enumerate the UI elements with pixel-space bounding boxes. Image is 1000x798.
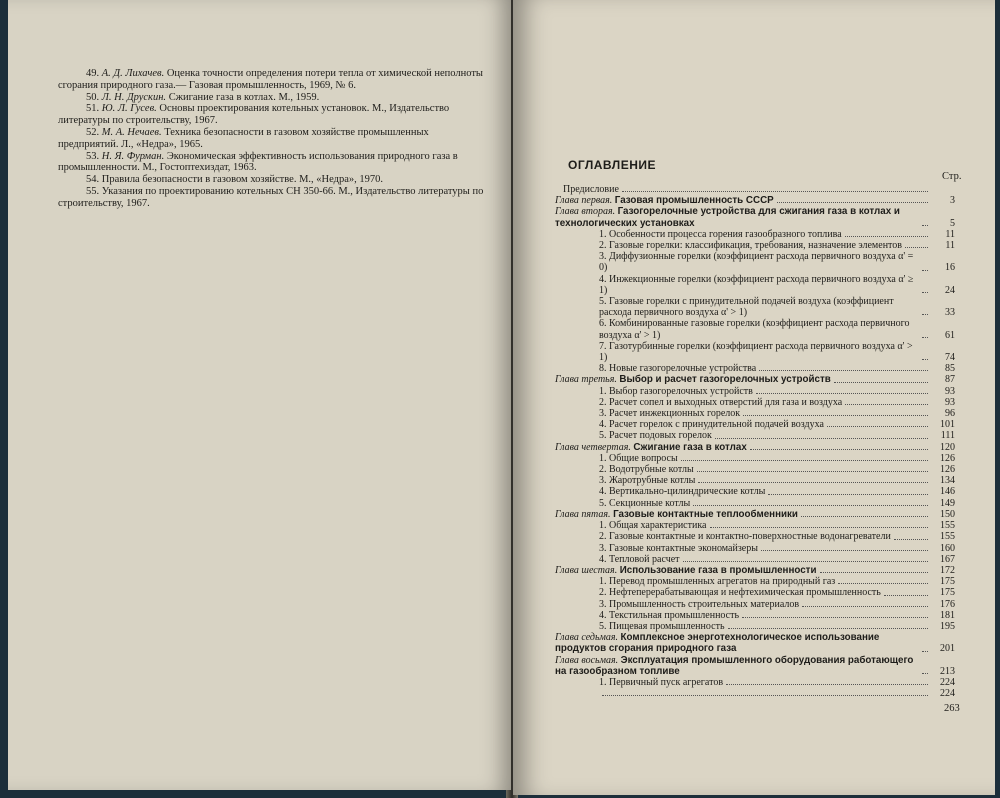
toc-chapter	[555, 374, 955, 385]
toc-entry-text: 5. Газовые горелки с принудительной подачей воздуха (коэффициент расхода первичного воздуха α' > 1)	[599, 296, 894, 319]
dot-leader	[801, 516, 928, 517]
toc-chapter-title: Выбор и расчет газогорелочных устройств	[619, 374, 831, 386]
toc-page-number: 175	[940, 587, 955, 599]
dot-leader	[922, 225, 928, 226]
toc-entry	[555, 240, 955, 251]
dot-leader	[681, 460, 928, 461]
toc-page-number: 96	[945, 408, 955, 420]
toc-entry	[555, 363, 955, 374]
page-number: 263	[944, 703, 960, 714]
toc-entry	[555, 610, 955, 621]
toc-entry-text: 3. Промышленность строительных материалов	[599, 598, 800, 610]
dot-leader	[922, 359, 928, 360]
toc-page-number: 5	[950, 217, 955, 229]
toc-entry-text: 4. Инжекционные горелки (коэффициент расхода первичного воздуха α' ≥ 1)	[599, 273, 914, 296]
toc-page-number: 213	[940, 665, 955, 677]
toc-entry	[555, 475, 955, 486]
dot-leader	[698, 482, 928, 483]
toc-page-number: 201	[940, 643, 955, 655]
toc-chapter-label: Глава четвертая.	[555, 441, 631, 453]
toc-page-number: 126	[940, 464, 955, 476]
dot-leader	[726, 684, 928, 685]
toc-entry-text: 8. Новые газогорелочные устройства	[599, 363, 757, 375]
toc-entry	[555, 531, 955, 542]
dot-leader	[905, 247, 928, 248]
toc-chapter	[555, 565, 955, 576]
toc-entry	[555, 274, 955, 296]
toc-page-number: 93	[945, 385, 955, 397]
dot-leader	[838, 583, 928, 584]
dot-leader	[743, 415, 928, 416]
toc-page-number: 160	[940, 542, 955, 554]
dot-leader	[710, 527, 929, 528]
dot-leader	[777, 202, 928, 203]
toc-page-number: 155	[940, 520, 955, 532]
toc-entry	[555, 318, 955, 340]
toc-page-number: 85	[945, 363, 955, 375]
toc-page-number: 120	[940, 441, 955, 453]
toc-chapter-title: Газовая промышленность СССР	[614, 195, 774, 207]
toc-entry	[555, 486, 955, 497]
dot-leader	[750, 449, 928, 450]
toc-entry	[555, 621, 955, 632]
toc-page-number: 16	[945, 262, 955, 274]
dot-leader	[622, 191, 928, 192]
dot-leader	[683, 561, 928, 562]
toc-entry	[555, 554, 955, 565]
toc-chapter-label: Глава вторая.	[555, 206, 616, 218]
toc-page-number: 172	[940, 564, 955, 576]
toc-chapter-label: Глава восьмая.	[555, 654, 619, 666]
toc-entry-text: 7. Газотурбинные горелки (коэффициент расхода первичного воздуха α' > 1)	[599, 340, 913, 364]
reference-item: 54. Правила безопасности в газовом хозяйстве. М., «Недра», 1970.	[86, 174, 384, 186]
reference-item: 55. Указания по проектированию котельных СН 350-66. М., Издательство литературы по строительству, 1967.	[58, 185, 484, 209]
toc-page-number: 87	[945, 374, 955, 386]
toc-entry-text: 1. Общие вопросы	[599, 452, 678, 464]
toc-page-number: 175	[940, 576, 955, 588]
toc-entry-text: 2. Расчет сопел и выходных отверстий для газа и воздуха	[599, 396, 843, 408]
toc-chapter-title: Газовые контактные теплообменники	[613, 508, 798, 520]
toc-chapter	[555, 632, 955, 654]
toc-entry-text: 3. Газовые контактные экономайзеры	[599, 542, 758, 554]
toc-chapter	[555, 206, 955, 228]
toc-page-number: 93	[945, 396, 955, 408]
toc-chapter	[555, 195, 955, 206]
toc-entry	[555, 408, 955, 419]
toc-page-number: 224	[940, 688, 955, 700]
toc-entry-text: 1. Выбор газогорелочных устройств	[599, 385, 753, 397]
reference-item: 49. А. Д. Лихачев. Оценка точности определения потери тепла от химической неполноты сгорания природного газа.— Газовая промышленность, 1969, № 6.	[58, 68, 483, 91]
toc-entry-text: 1. Перевод промышленных агрегатов на природный газ	[599, 576, 836, 588]
toc-entry	[555, 464, 955, 475]
toc-page-number: 146	[940, 486, 955, 498]
toc-chapter-title: Эксплуатация промышленного оборудования работающего на газообразном топливе	[555, 654, 914, 677]
toc-entry	[555, 453, 955, 464]
dot-leader	[845, 404, 928, 405]
toc-entry-text: 2. Водотрубные котлы	[599, 464, 694, 476]
toc-page-number: 33	[945, 307, 955, 319]
toc-entry-text: 5. Пищевая промышленность	[599, 620, 725, 632]
toc-entry	[555, 576, 955, 587]
toc-page-number: 155	[940, 531, 955, 543]
dot-leader	[693, 505, 928, 506]
reference-item: 52. М. А. Нечаев. Техника безопасности в газовом хозяйстве промышленных предприятий. Л., «Недра», 1965.	[58, 126, 429, 150]
dot-leader	[715, 438, 928, 439]
toc-entry-text: 2. Нефтеперерабатывающая и нефтехимическая промышленность	[599, 587, 881, 599]
reference-list	[58, 68, 488, 210]
dot-leader	[922, 270, 928, 271]
toc-chapter-label: Глава шестая.	[555, 564, 618, 576]
reference-item: 51. Ю. Л. Гусев. Основы проектирования котельных установок. М., Издательство литературы по строительству, 1967.	[58, 103, 450, 127]
toc-entry	[555, 386, 955, 397]
toc-entry	[555, 251, 955, 273]
toc-page-number: 224	[940, 676, 955, 688]
toc-entry	[555, 677, 955, 688]
toc-page-number: 181	[940, 609, 955, 621]
dot-leader	[742, 617, 928, 618]
toc-page-number: 3	[950, 195, 955, 207]
table-of-contents	[555, 184, 955, 699]
dot-leader	[922, 337, 928, 338]
toc-page-number: 111	[940, 430, 955, 442]
toc-entry	[555, 419, 955, 430]
dot-leader	[761, 550, 928, 551]
toc-entry-text: 3. Жаротрубные котлы	[599, 475, 696, 487]
toc-entry	[555, 341, 955, 363]
dot-leader	[697, 471, 928, 472]
dot-leader	[834, 382, 928, 383]
toc-chapter-title: Использование газа в промышленности	[619, 564, 817, 576]
toc-entry-text: 3. Расчет инжекционных горелок	[599, 408, 741, 420]
toc-chapter-label: Глава третья.	[555, 374, 617, 386]
toc-entry	[555, 587, 955, 598]
toc-entry	[555, 430, 955, 441]
toc-entry	[555, 397, 955, 408]
toc-page-number: 150	[940, 508, 955, 520]
toc-chapter-label: Глава пятая.	[555, 508, 611, 520]
toc-entry-text: 1. Первичный пуск агрегатов	[599, 676, 724, 688]
dot-leader	[728, 628, 929, 629]
toc-entry-text: 4. Вертикально-цилиндрические котлы	[599, 486, 766, 498]
toc-entry	[555, 543, 955, 554]
toc-title: ОГЛАВЛЕНИЕ	[568, 158, 657, 172]
toc-page-number: 101	[940, 419, 955, 431]
toc-page-number: 134	[940, 475, 955, 487]
toc-page-number: 126	[940, 452, 955, 464]
dot-leader	[756, 393, 928, 394]
toc-page-number: 74	[945, 352, 955, 364]
dot-leader	[884, 595, 928, 596]
toc-chapter	[555, 509, 955, 520]
toc-entry-text: 4. Текстильная промышленность	[599, 609, 740, 621]
toc-entry	[555, 184, 955, 195]
dot-leader	[768, 494, 928, 495]
toc-entry	[555, 296, 955, 318]
dot-leader	[922, 292, 928, 293]
toc-entry-text: 4. Расчет горелок с принудительной подачей воздуха	[599, 419, 824, 431]
dot-leader	[602, 695, 928, 696]
toc-entry-text: 5. Секционные котлы	[599, 497, 691, 509]
toc-page-number: 176	[940, 598, 955, 610]
toc-page-number: 24	[945, 284, 955, 296]
toc-page-number: 167	[940, 553, 955, 565]
toc-chapter-label: Глава первая.	[555, 195, 613, 207]
dot-leader	[894, 539, 928, 540]
toc-chapter	[555, 442, 955, 453]
toc-entry	[555, 520, 955, 531]
toc-page-number: 61	[945, 329, 955, 341]
dot-leader	[922, 314, 928, 315]
toc-page-number: 11	[945, 228, 955, 240]
toc-chapter-label: Глава седьмая.	[555, 632, 619, 644]
toc-entry	[555, 498, 955, 509]
toc-entry	[555, 599, 955, 610]
toc-page-number: 11	[945, 240, 955, 252]
dot-leader	[827, 426, 928, 427]
dot-leader	[820, 572, 928, 573]
dot-leader	[922, 673, 928, 674]
toc-page-number: 195	[940, 620, 955, 632]
toc-entry-text: 3. Диффузионные горелки (коэффициент расхода первичного воздуха α' = 0)	[599, 251, 914, 274]
dot-leader	[922, 651, 928, 652]
reference-item: 53. Н. Я. Фурман. Экономическая эффективность использования природного газа в промышленности. М., Гостоптехиздат, 1963.	[58, 150, 458, 174]
reference-item: 50. Л. Н. Друскин. Сжигание газа в котлах. М., 1959.	[86, 91, 320, 103]
toc-chapter-title: Комплексное энерготехнологическое использование продуктов сгорания природного газа	[555, 632, 880, 655]
dot-leader	[802, 606, 928, 607]
dot-leader	[845, 236, 928, 237]
toc-entry	[555, 688, 955, 699]
toc-chapter-title: Сжигание газа в котлах	[633, 441, 747, 453]
toc-entry-text: 2. Газовые горелки: классификация, требования, назначение элементов	[599, 240, 903, 252]
toc-entry-text: 2. Газовые контактные и контактно-поверхностные водонагреватели	[599, 531, 891, 543]
toc-chapter	[555, 655, 955, 677]
toc-entry-text: 5. Расчет подовых горелок	[599, 430, 712, 442]
toc-entry-text: 4. Тепловой расчет	[599, 553, 680, 565]
toc-entry-text: 1. Общая характеристика	[599, 520, 707, 532]
left-page	[8, 0, 511, 790]
toc-chapter-title: Газогорелочные устройства для сжигания газа в котлах и технологических установках	[555, 206, 900, 229]
toc-entry-text: 1. Особенности процесса горения газообразного топлива	[599, 228, 842, 240]
toc-entry-text: Предисловие	[563, 184, 619, 195]
toc-page-number: 149	[940, 497, 955, 509]
page-column-label: Стр.	[942, 171, 962, 182]
toc-entry	[555, 229, 955, 240]
toc-entry-text: 6. Комбинированные газовые горелки (коэффициент расхода первичного воздуха α' > 1)	[599, 318, 910, 341]
dot-leader	[759, 370, 928, 371]
